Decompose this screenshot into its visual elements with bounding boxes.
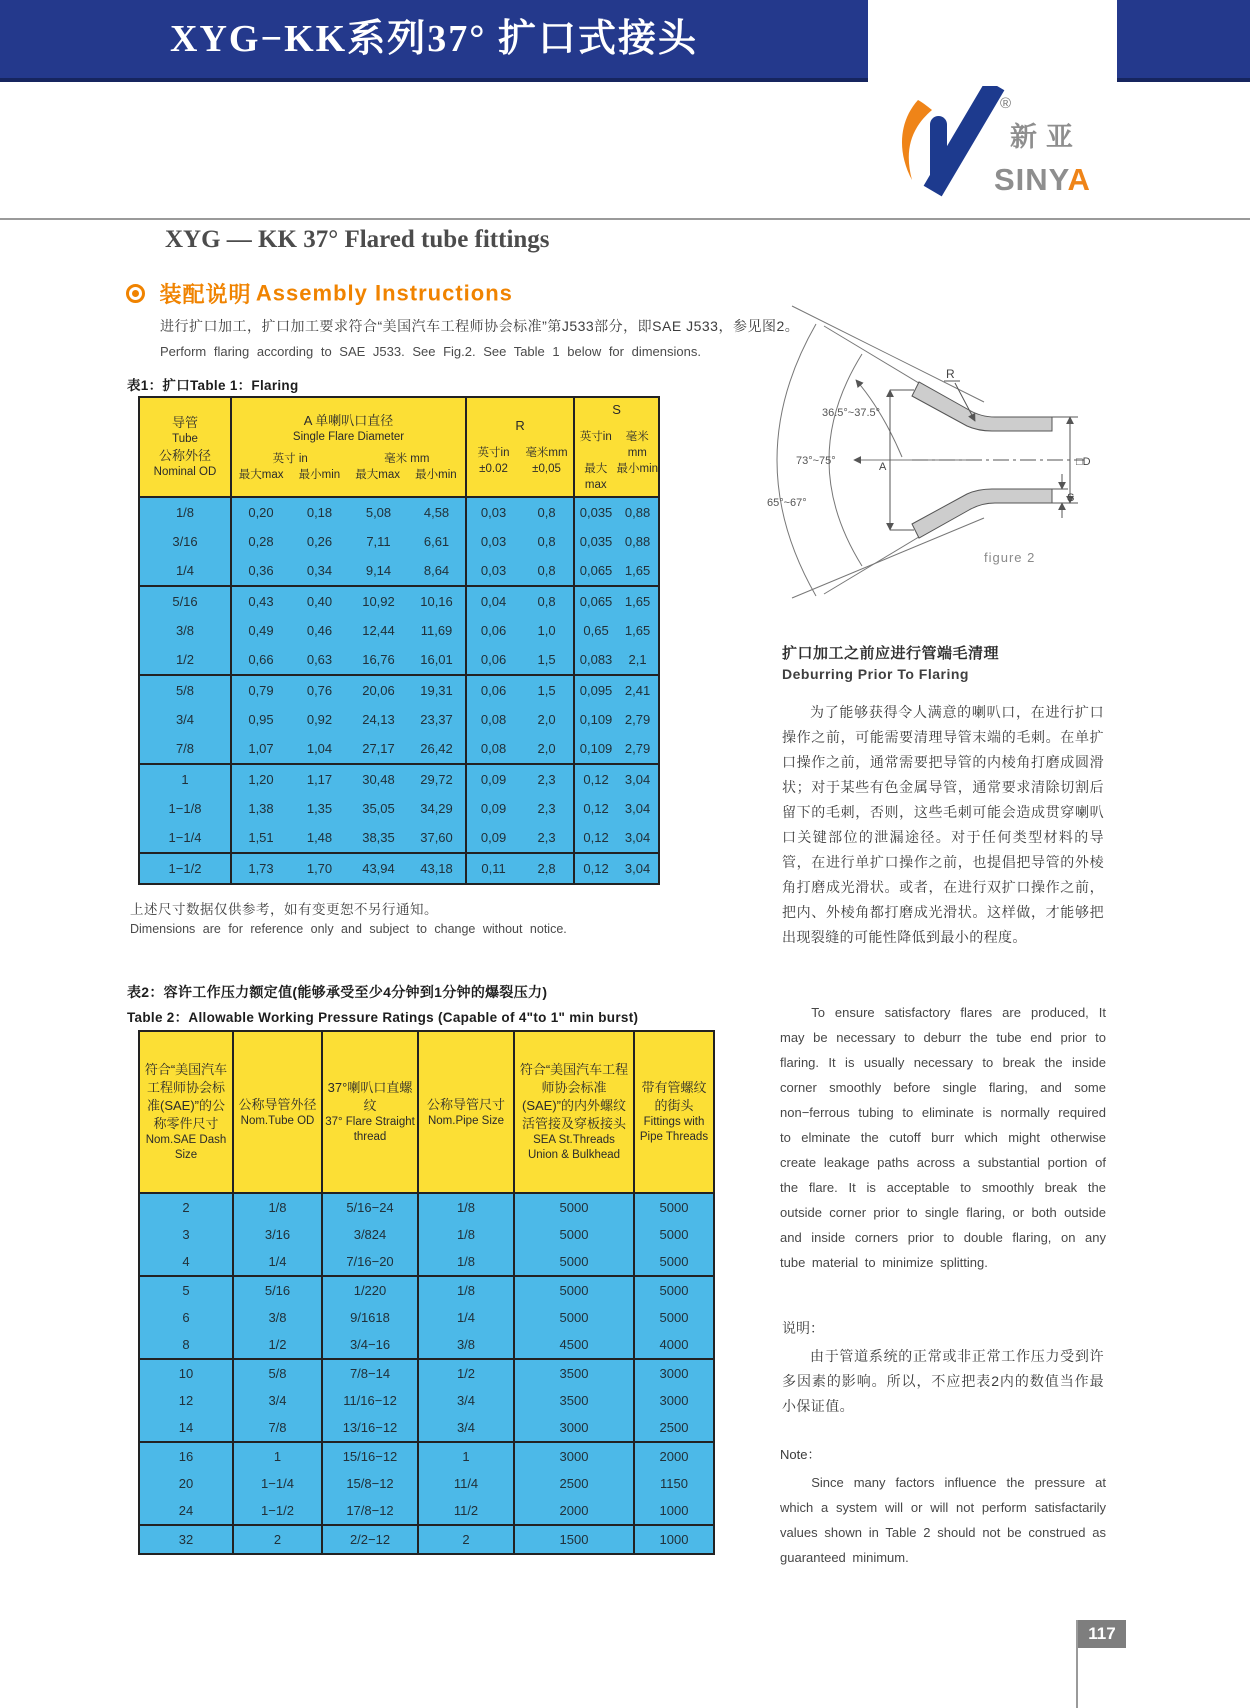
table-cell: 0,06 xyxy=(480,652,507,667)
table-cell: 1,70 xyxy=(290,853,349,884)
table-cell: 1,5 xyxy=(520,645,574,675)
table-cell: 15/8−12 xyxy=(322,1470,418,1497)
registered-mark: ® xyxy=(1000,95,1012,112)
table-cell: 26,42 xyxy=(408,734,466,764)
table-row xyxy=(139,586,659,616)
page-subtitle: XYG — KK 37° Flared tube fittings xyxy=(165,226,550,253)
table-cell: 20 xyxy=(139,1470,233,1497)
table-row xyxy=(139,1304,714,1331)
table-cell: 1,5 xyxy=(520,675,574,705)
table-cell: 2,79 xyxy=(624,741,651,756)
table-cell: 5000 xyxy=(659,1254,689,1269)
table-cell: 23,37 xyxy=(408,705,466,734)
deburring-heading-cn: 扩口加工之前应进行管端毛清理 xyxy=(782,645,1000,662)
table-cell: 3/8 xyxy=(418,1331,514,1359)
table-cell: 1/8 xyxy=(418,1193,514,1221)
table-cell: 12,44 xyxy=(362,623,395,638)
table-cell: 43,94 xyxy=(349,853,408,884)
table-cell: 5000 xyxy=(659,1200,689,1215)
table-cell: 32 xyxy=(139,1525,233,1554)
table-cell: 1−1/2 xyxy=(139,853,231,884)
table-cell: 1 xyxy=(139,764,231,794)
table-cell: 2/2−12 xyxy=(322,1525,418,1554)
table-cell: 0,95 xyxy=(248,712,274,727)
table-cell: 0,08 xyxy=(480,712,507,727)
table-cell: 0,04 xyxy=(466,586,520,616)
table-row xyxy=(139,1359,714,1387)
table-cell: 24,13 xyxy=(362,712,395,727)
table-row xyxy=(139,794,659,823)
table-row xyxy=(139,1193,714,1221)
angle-mid-label: 73°~75° xyxy=(796,455,836,467)
table-cell: 5000 xyxy=(514,1248,634,1276)
table-cell: 10,92 xyxy=(349,586,408,616)
table-cell: 43,18 xyxy=(408,853,466,884)
table1-caption: 表1：扩口Table 1：Flaring xyxy=(127,378,299,393)
table-cell: 3500 xyxy=(514,1387,634,1414)
table-cell: 0,36 xyxy=(248,563,274,578)
table-cell: 0,34 xyxy=(306,563,333,578)
table-cell: 1000 xyxy=(634,1525,714,1554)
table-cell: 2 xyxy=(233,1525,322,1554)
table-cell: 0,095 xyxy=(574,675,617,705)
page-title: XYG−KK系列37° 扩口式接头 xyxy=(170,18,698,60)
table-row xyxy=(139,1276,714,1304)
table-row xyxy=(139,616,659,645)
table-row xyxy=(139,1331,714,1359)
table-cell: 0,65 xyxy=(583,623,609,638)
table-cell: 1−1/4 xyxy=(233,1470,322,1497)
table-cell: 3000 xyxy=(659,1393,689,1408)
table-cell: 1/8 xyxy=(233,1193,322,1221)
table-cell: 3/4−16 xyxy=(322,1331,418,1359)
table-cell: 15/16−12 xyxy=(322,1442,418,1470)
table-cell: 2000 xyxy=(514,1497,634,1525)
table-row xyxy=(139,556,659,586)
table-cell: 35,05 xyxy=(362,801,395,816)
table-cell: 5/16−24 xyxy=(322,1193,418,1221)
section-heading xyxy=(126,278,513,309)
table-cell: 5/8 xyxy=(139,675,231,705)
table-cell: 0,035 xyxy=(579,505,613,520)
table-cell: 2,3 xyxy=(520,764,574,794)
table2-col-pipe-threads: 带有管螺纹的街头 Fittings with Pipe Threads xyxy=(634,1031,714,1193)
table-row xyxy=(139,675,659,705)
table-cell: 2 xyxy=(139,1193,233,1221)
table-cell: 5000 xyxy=(514,1304,634,1331)
table1-note-cn: 上述尺寸数据仅供参考，如有变更恕不另行通知。 xyxy=(130,902,438,917)
table-cell: 0,12 xyxy=(574,764,617,794)
table-cell: 0,8 xyxy=(520,586,574,616)
table-cell: 0,46 xyxy=(306,623,333,638)
angle-flare-label: 36.5°~37.5° xyxy=(822,407,881,419)
table-cell: 1−1/8 xyxy=(139,794,231,823)
table-cell: 9/1618 xyxy=(322,1304,418,1331)
table-cell: 5,08 xyxy=(365,505,392,520)
table-cell: 9,14 xyxy=(365,563,392,578)
table-cell: 0,08 xyxy=(480,741,507,756)
table-cell: 1 xyxy=(233,1442,322,1470)
table-cell: 1/4 xyxy=(139,556,231,586)
table-cell: 1/8 xyxy=(418,1276,514,1304)
table-cell: 3,04 xyxy=(624,801,651,816)
table-cell: 1/8 xyxy=(139,497,231,527)
deburring-heading-en: Deburring Prior To Flaring xyxy=(782,666,969,682)
dim-d-label: □D xyxy=(1076,456,1091,468)
page-number-badge: 117 xyxy=(1078,1620,1126,1648)
table1-col-a: A 单喇叭口直径 Single Flare Diameter 英寸 in 毫米 mm 最大max 最小min 最大max 最小min xyxy=(231,397,466,497)
table-cell: 0,28 xyxy=(248,534,274,549)
table-cell: 5 xyxy=(139,1276,233,1304)
table-row xyxy=(139,1497,714,1525)
table-cell: 7,11 xyxy=(366,534,391,549)
logo-flame-icon xyxy=(902,100,932,180)
table-cell: 1,48 xyxy=(306,830,333,845)
table-cell: 8 xyxy=(139,1331,233,1359)
table-cell: 29,72 xyxy=(408,764,466,794)
table1-col-s: S 英寸in 毫米mm 最大max 最小min xyxy=(574,397,659,497)
table-cell: 4,58 xyxy=(408,497,466,527)
table-cell: 5000 xyxy=(659,1227,689,1242)
table-cell: 3/824 xyxy=(322,1221,418,1248)
table-cell: 1,38 xyxy=(248,801,274,816)
table-cell: 3000 xyxy=(514,1442,634,1470)
table-row xyxy=(139,1442,714,1470)
table-cell: 0,92 xyxy=(306,712,333,727)
table-cell: 0,109 xyxy=(579,741,613,756)
table-cell: 0,88 xyxy=(624,534,651,549)
dim-s-label: S xyxy=(1067,492,1075,504)
table-cell: 5000 xyxy=(659,1310,689,1325)
table-cell: 3/16 xyxy=(233,1221,322,1248)
brand-cn: 新亚 xyxy=(1010,122,1082,152)
table-cell: 3/8 xyxy=(139,616,231,645)
table-cell: 14 xyxy=(139,1414,233,1442)
table-cell: 0,26 xyxy=(306,534,333,549)
notes-title-cn: 说明： xyxy=(782,1320,824,1336)
table2-body xyxy=(139,1193,714,1554)
table-cell: 1,07 xyxy=(248,741,274,756)
section-title-cn: 装配说明 xyxy=(159,282,252,307)
table-cell: 5000 xyxy=(514,1276,634,1304)
table-cell: 0,8 xyxy=(520,497,574,527)
table2-caption-en: Table 2：Allowable Working Pressure Ratings (Capable of 4"to 1" min burst) xyxy=(127,1010,639,1025)
table-cell: 1,51 xyxy=(248,830,274,845)
table-cell: 0,76 xyxy=(290,675,349,705)
table-cell: 2,8 xyxy=(520,853,574,884)
table-cell: 10,16 xyxy=(408,586,466,616)
table1-flaring xyxy=(138,396,660,885)
table-cell: 10 xyxy=(139,1359,233,1387)
tube-bottom-wall xyxy=(912,489,1052,538)
header-band-right xyxy=(1117,0,1250,82)
table-cell: 34,29 xyxy=(408,794,466,823)
table-cell: 5000 xyxy=(514,1193,634,1221)
table-cell: 0,065 xyxy=(579,563,613,578)
table1-col-tube: 导管 Tube 公称外径 Nominal OD xyxy=(139,397,231,497)
table-cell: 5000 xyxy=(514,1221,634,1248)
table-cell: 5/8 xyxy=(233,1359,322,1387)
deburring-body-cn: 为了能够获得令人满意的喇叭口，在进行扩口操作之前，可能需要清理导管末端的毛刺。在单扩口操作之前，通常需要把导管的内棱角打磨成圆滑状；对于某些有色金属导管，通常要求清除切割后留下的毛刺，否则，这些毛刺可能会造成贯穿喇叭口关键部位的泄漏途径。对于任何类型材料的导管，在进行单扩口操作之前，也提倡把导管的外棱角打磨成光滑状。或者，在进行双扩口操作之前，把内、外棱角都打磨成光滑状。这样做，才能够把出现裂缝的可能性降低到最小的程度。 xyxy=(782,704,1104,945)
table-cell: 0,03 xyxy=(480,563,507,578)
table-cell: 19,31 xyxy=(408,675,466,705)
table-cell: 3/16 xyxy=(139,527,231,556)
table-cell: 3000 xyxy=(634,1359,714,1387)
table-row xyxy=(139,764,659,794)
table-cell: 1/8 xyxy=(418,1248,514,1276)
table-cell: 0,083 xyxy=(579,652,613,667)
table-cell: 2,3 xyxy=(520,794,574,823)
table-cell: 27,17 xyxy=(362,741,395,756)
table-cell: 1,0 xyxy=(520,616,574,645)
table2-col-tube-od: 公称导管外径 Nom.Tube OD xyxy=(233,1031,322,1193)
table-cell: 7/8−14 xyxy=(322,1359,418,1387)
table-row xyxy=(139,823,659,853)
brand-en: SINYA xyxy=(994,162,1091,197)
table-cell: 2,1 xyxy=(628,652,647,667)
table-cell: 17/8−12 xyxy=(322,1497,418,1525)
table-row xyxy=(139,497,659,527)
table-cell: 1,73 xyxy=(231,853,290,884)
notes-body-cn: 由于管道系统的正常或非正常工作压力受到许多因素的影响。所以，不应把表2内的数值当作最小保证值。 xyxy=(782,1348,1104,1414)
notes-body-en: Since many factors influence the pressure at which a system will or will not perform satisfactarily values shown in Table 2 should not be construed as guaranteed minimum. xyxy=(780,1475,1106,1565)
table-cell: 4500 xyxy=(514,1331,634,1359)
table-cell: 3/4 xyxy=(418,1387,514,1414)
deburring-body-en: To ensure satisfactory flares are produced, It may be necessary to deburr the tube end prior to flaring. It is usually necessary to break the inside corner smoothly before single flaring, and some non−ferrous tubing to eliminate is normally required to elminate the cutoff burr which might otherwise create leakage paths across a substantial portion of the flare. It is acceptable to smoothly break the outside corner prior to single flaring, or both outside and inside corners prior to double flaring, on any tube material to minimize splitting. xyxy=(780,1005,1106,1270)
table-row xyxy=(139,1387,714,1414)
table-cell: 2000 xyxy=(634,1442,714,1470)
table-cell: 1,04 xyxy=(306,741,333,756)
table-cell: 0,065 xyxy=(574,586,617,616)
table-cell: 3,04 xyxy=(624,830,651,845)
table-cell: 12 xyxy=(139,1387,233,1414)
section-title-en: Assembly Instructions xyxy=(255,280,513,306)
header-band-left xyxy=(0,0,868,82)
table-cell: 5/16 xyxy=(233,1276,322,1304)
table-row xyxy=(139,734,659,764)
intro-cn: 进行扩口加工，扩口加工要求符合“美国汽车工程师协会标准”第J533部分，即SAE J533，参见图2。 xyxy=(160,318,800,334)
table-cell: 1,35 xyxy=(306,801,333,816)
table-cell: 2 xyxy=(418,1525,514,1554)
table-cell: 0,79 xyxy=(231,675,290,705)
table2-col-union-bulkhead: 符合“美国汽车工程师协会标准(SAE)”的内外螺纹活管接及穿板接头 SEA St.Threads Union & Bulkhead xyxy=(514,1031,634,1193)
dim-r-label: R xyxy=(946,367,955,381)
table-cell: 11,69 xyxy=(408,616,466,645)
table-row xyxy=(139,705,659,734)
table-cell: 0,109 xyxy=(579,712,613,727)
table-cell: 4 xyxy=(139,1248,233,1276)
table-cell: 5/16 xyxy=(139,586,231,616)
table-cell: 0,40 xyxy=(290,586,349,616)
table-cell: 16 xyxy=(139,1442,233,1470)
table-cell: 2,0 xyxy=(520,705,574,734)
table-cell: 4000 xyxy=(659,1337,689,1352)
table2-caption-cn: 表2：容许工作压力额定值(能够承受至少4分钟到1分钟的爆裂压力) xyxy=(127,984,548,1000)
table-cell: 7/8 xyxy=(233,1414,322,1442)
table-cell: 0,035 xyxy=(579,534,613,549)
table2-col-pipe-size: 公称导管尺寸 Nom.Pipe Size xyxy=(418,1031,514,1193)
table-cell: 0,88 xyxy=(624,505,651,520)
table-cell: 3/4 xyxy=(418,1414,514,1442)
table-cell: 3 xyxy=(139,1221,233,1248)
table-cell: 0,43 xyxy=(231,586,290,616)
table-row xyxy=(139,1414,714,1442)
table-cell: 1,65 xyxy=(617,586,659,616)
table-cell: 3/8 xyxy=(233,1304,322,1331)
table-cell: 2,41 xyxy=(617,675,659,705)
table-cell: 2,3 xyxy=(520,823,574,853)
figure-2-drawing xyxy=(762,300,1102,600)
sinya-logo xyxy=(878,86,1115,206)
table1-col-r: R 英寸in 毫米mm ±0.02 ±0,05 xyxy=(466,397,574,497)
table1-body xyxy=(139,497,659,884)
tube-top-wall xyxy=(912,382,1052,431)
table-cell: 0,8 xyxy=(520,527,574,556)
table-cell: 0,20 xyxy=(248,505,274,520)
table-row xyxy=(139,527,659,556)
table-cell: 38,35 xyxy=(362,830,395,845)
table-cell: 30,48 xyxy=(349,764,408,794)
table-cell: 1/2 xyxy=(139,645,231,675)
figure-caption: figure 2 xyxy=(984,550,1036,565)
table-row xyxy=(139,853,659,884)
intro-en: Perform flaring according to SAE J533. See Fig.2. See Table 1 below for dimensions. xyxy=(160,344,701,359)
table-row xyxy=(139,1470,714,1497)
table-cell: 1/4 xyxy=(418,1304,514,1331)
table-cell: 0,12 xyxy=(583,830,609,845)
table-row xyxy=(139,1525,714,1554)
table-cell: 37,60 xyxy=(408,823,466,853)
table2-col-flare-thread: 37°喇叭口直螺纹 37° Flare Straight thread xyxy=(322,1031,418,1193)
table2-col-sae-dash: 符合“美国汽车工程师协会标准(SAE)”的公称零件尺寸 Nom.SAE Dash Size xyxy=(139,1031,233,1193)
table-cell: 6 xyxy=(139,1304,233,1331)
table-cell: 1/4 xyxy=(233,1248,322,1276)
table-cell: 0,06 xyxy=(466,675,520,705)
table-cell: 0,8 xyxy=(520,556,574,586)
table-cell: 1150 xyxy=(660,1476,688,1491)
table-cell: 1,65 xyxy=(624,623,651,638)
table-cell: 8,64 xyxy=(408,556,466,586)
table-cell: 1,17 xyxy=(290,764,349,794)
table-cell: 2500 xyxy=(514,1470,634,1497)
table-cell: 1/220 xyxy=(322,1276,418,1304)
table-cell: 13/16−12 xyxy=(322,1414,418,1442)
section-bullet-icon xyxy=(126,284,145,303)
table-cell: 0,66 xyxy=(248,652,274,667)
table-cell: 7/16−20 xyxy=(322,1248,418,1276)
table2-pressure-ratings xyxy=(138,1030,715,1555)
table-cell: 1 xyxy=(418,1442,514,1470)
table-cell: 3/4 xyxy=(233,1387,322,1414)
table-cell: 3/4 xyxy=(139,705,231,734)
table-cell: 0,09 xyxy=(480,830,507,845)
table-cell: 1,20 xyxy=(231,764,290,794)
table-cell: 3,04 xyxy=(617,764,659,794)
table-cell: 0,63 xyxy=(306,652,333,667)
table-cell: 5000 xyxy=(634,1276,714,1304)
table-row xyxy=(139,645,659,675)
header-divider xyxy=(0,218,1250,220)
table-cell: 1/2 xyxy=(233,1331,322,1359)
table-row xyxy=(139,1221,714,1248)
table-cell: 1500 xyxy=(514,1525,634,1554)
table-cell: 0,09 xyxy=(466,764,520,794)
table-cell: 1,65 xyxy=(624,563,651,578)
table-cell: 0,03 xyxy=(480,505,507,520)
table-cell: 1/8 xyxy=(418,1221,514,1248)
table1-note-en: Dimensions are for reference only and subject to change without notice. xyxy=(130,922,567,936)
table-cell: 0,49 xyxy=(248,623,274,638)
dim-a-label: A xyxy=(879,461,887,473)
table-cell: 1/2 xyxy=(418,1359,514,1387)
table-cell: 0,12 xyxy=(574,853,617,884)
table-cell: 0,06 xyxy=(480,623,507,638)
notes-title-en: Note： xyxy=(780,1447,821,1462)
table-cell: 16,01 xyxy=(408,645,466,675)
table-cell: 1000 xyxy=(659,1503,689,1518)
table-cell: 6,61 xyxy=(408,527,466,556)
table-cell: 2,0 xyxy=(520,734,574,764)
table-cell: 11/2 xyxy=(418,1497,514,1525)
table-cell: 16,76 xyxy=(362,652,395,667)
table-cell: 7/8 xyxy=(139,734,231,764)
table-cell: 3000 xyxy=(514,1414,634,1442)
table-cell: 20,06 xyxy=(349,675,408,705)
table-cell: 11/4 xyxy=(418,1470,514,1497)
table-cell: 3,04 xyxy=(617,853,659,884)
table-cell: 3500 xyxy=(514,1359,634,1387)
table-cell: 1−1/4 xyxy=(139,823,231,853)
table-cell: 0,18 xyxy=(306,505,333,520)
table-cell: 0,09 xyxy=(480,801,507,816)
table-cell: 0,03 xyxy=(480,534,507,549)
table-row xyxy=(139,1248,714,1276)
table-cell: 11/16−12 xyxy=(322,1387,418,1414)
table-cell: 0,11 xyxy=(466,853,520,884)
table-cell: 0,12 xyxy=(583,801,609,816)
table-cell: 2,79 xyxy=(624,712,651,727)
angle-outer-label: 65°~67° xyxy=(767,497,807,509)
table-cell: 1−1/2 xyxy=(233,1497,322,1525)
table-cell: 24 xyxy=(139,1497,233,1525)
table-cell: 2500 xyxy=(659,1420,689,1435)
